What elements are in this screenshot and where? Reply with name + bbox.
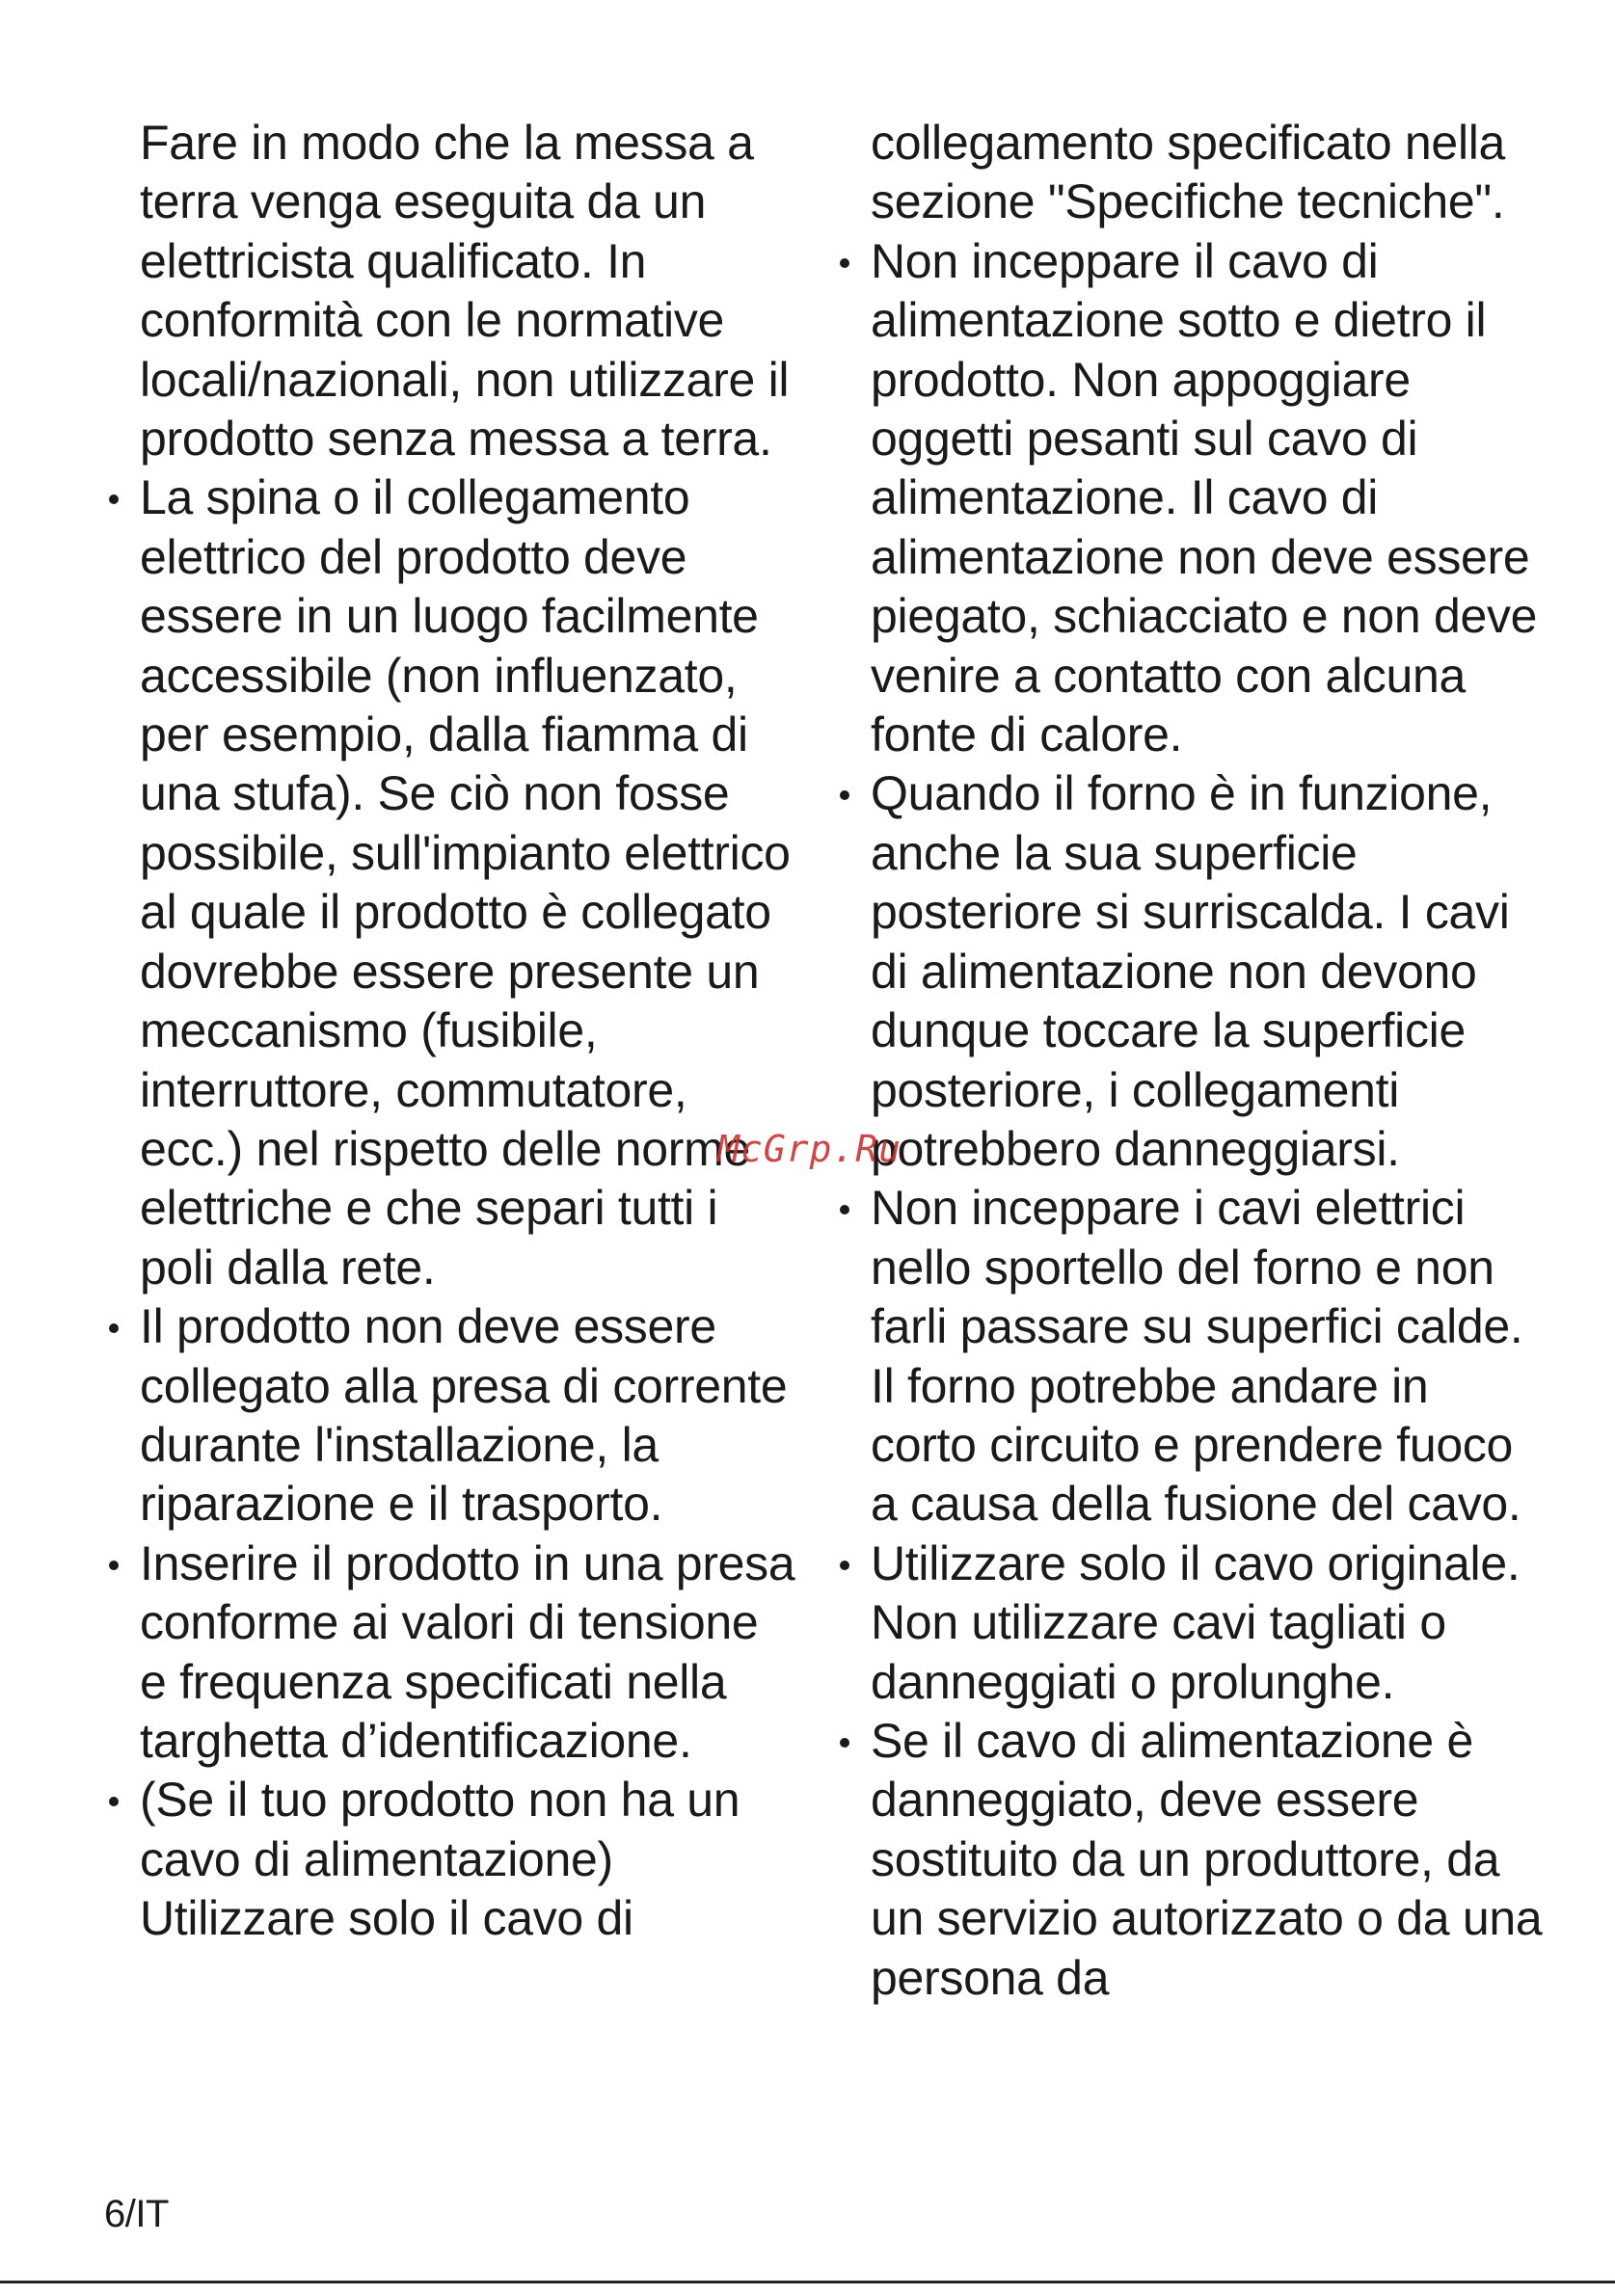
left-column bbox=[140, 114, 795, 1949]
watermark-text: McGrp.Ru bbox=[717, 1128, 902, 1170]
list-item: Non inceppare i cavi elettrici nello sportello del forno e non farli passare su superfici calde. Il forno potrebbe andare in corto circuito e prendere fuoco a causa della fusione del cavo. bbox=[871, 1179, 1546, 1534]
list-item: (Se il tuo prodotto non ha un cavo di alimentazione) Utilizzare solo il cavo di bbox=[140, 1771, 795, 1948]
right-safety-list bbox=[871, 114, 1546, 2008]
list-item: collegamento specificato nella sezione "Specifiche tecniche". bbox=[871, 116, 1506, 229]
list-item: Non inceppare il cavo di alimentazione sotto e dietro il prodotto. Non appoggiare oggetti pesanti sul cavo di alimentazione. Il cavo di alimentazione non deve essere piegato, schiacciato e non deve venire a contatto con alcuna fonte di calore. bbox=[871, 232, 1546, 765]
list-item: Utilizzare solo il cavo originale. Non utilizzare cavi tagliati o danneggiati o prolunghe. bbox=[871, 1535, 1546, 1712]
right-column bbox=[871, 114, 1546, 2008]
left-safety-list bbox=[140, 114, 795, 1949]
list-item: Fare in modo che la messa a terra venga eseguita da un elettricista qualificato. In conformità con le normative locali/nazionali, non utilizzare il prodotto senza messa a terra. bbox=[140, 116, 790, 467]
list-item: Inserire il prodotto in una presa conforme ai valori di tensione e frequenza specificati nella targhetta d’identificazione. bbox=[140, 1535, 795, 1772]
list-item: Il prodotto non deve essere collegato alla presa di corrente durante l'installazione, la riparazione e il trasporto. bbox=[140, 1297, 795, 1535]
list-item: Quando il forno è in funzione, anche la sua superficie posteriore si surriscalda. I cavi di alimentazione non devono dunque toccare la superficie posteriore, i collegamenti potrebbero danneggiarsi. bbox=[871, 764, 1546, 1179]
bottom-divider bbox=[0, 2281, 1615, 2283]
page-number: 6/IT bbox=[104, 2193, 169, 2235]
list-item: La spina o il collegamento elettrico del prodotto deve essere in un luogo facilmente accessibile (non influenzato, per esempio, dalla fiamma di una stufa). Se ciò non fosse possibile, sull'impianto elettrico al quale il prodotto è collegato dovrebbe essere presente un meccanismo (fusibile, interruttore, commutatore, ecc.) nel rispetto delle norme elettriche e che separi tutti i poli dalla rete. bbox=[140, 468, 795, 1297]
list-item: Se il cavo di alimentazione è danneggiato, deve essere sostituito da un produttore, da un servizio autorizzato o da una persona da bbox=[871, 1712, 1546, 2008]
